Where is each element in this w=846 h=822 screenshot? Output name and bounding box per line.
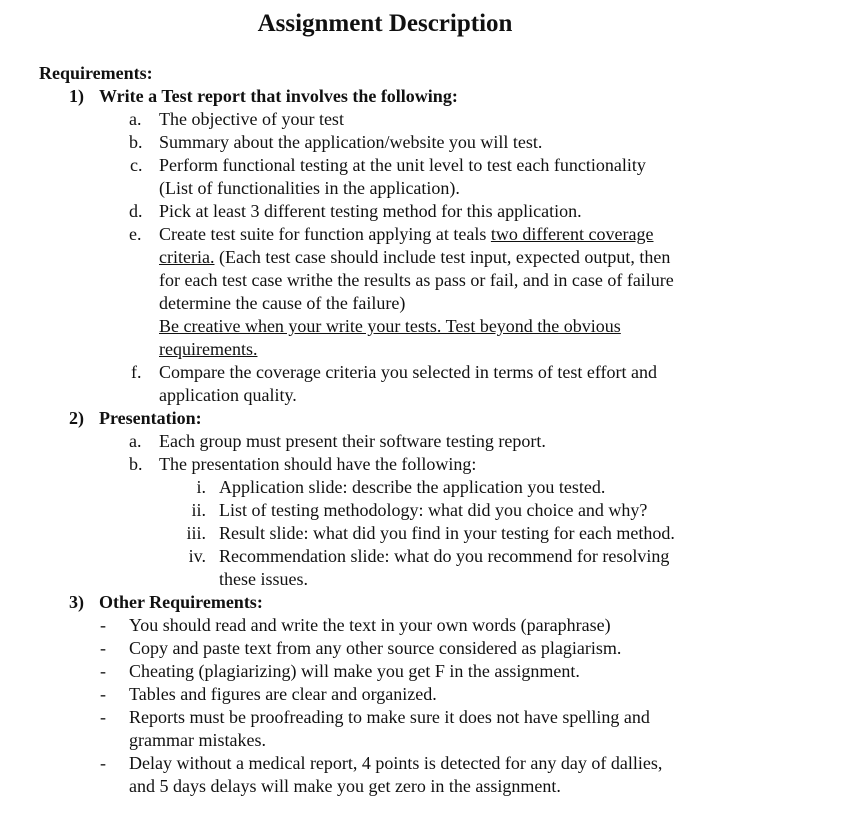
section1-heading: Write a Test report that involves the following: xyxy=(99,86,458,106)
item-1b-text: Summary about the application/website you will test. xyxy=(159,132,543,152)
bullet-text: Copy and paste text from any other source considered as plagiarism. xyxy=(129,638,622,658)
bullet-text: Reports must be proofreading to make sure it does not have spelling and xyxy=(129,707,650,727)
subitem-iii-text: Result slide: what did you find in your testing for each method. xyxy=(219,523,675,543)
item-1e-line5: Be creative when your write your tests. Test beyond the obvious xyxy=(159,316,621,336)
bullet-dash: - xyxy=(100,753,106,773)
item-2b-marker: b. xyxy=(129,454,143,474)
bullet-dash: - xyxy=(100,661,106,681)
subitem-iv-line2: these issues. xyxy=(219,569,308,589)
item-1c-line2: (List of functionalities in the application). xyxy=(159,178,460,198)
item-1f-line2: application quality. xyxy=(159,385,297,405)
item-1f-line1: Compare the coverage criteria you selected in terms of test effort and xyxy=(159,362,657,382)
section3-number: 3) xyxy=(69,592,84,612)
item-1c-marker: c. xyxy=(130,155,143,175)
bullet-dash: - xyxy=(100,615,106,635)
item-1e-line4: determine the cause of the failure) xyxy=(159,293,406,313)
bullet-text: Cheating (plagiarizing) will make you get F in the assignment. xyxy=(129,661,580,681)
item-2b-text: The presentation should have the following: xyxy=(159,454,477,474)
item-1e-line2-underlined: criteria. xyxy=(159,247,215,267)
item-1c-line1: Perform functional testing at the unit level to test each functionality xyxy=(159,155,646,175)
subitem-iv-line1: Recommendation slide: what do you recommend for resolving xyxy=(219,546,670,566)
bullet-text: You should read and write the text in your own words (paraphrase) xyxy=(129,615,611,635)
subitem-iv-marker: iv. xyxy=(188,546,206,566)
subitem-ii-marker: ii. xyxy=(191,500,206,520)
item-1e-line1-underlined: two different coverage xyxy=(490,224,654,244)
item-2a-text: Each group must present their software testing report. xyxy=(159,431,546,451)
subitem-ii-text: List of testing methodology: what did you choice and why? xyxy=(219,500,648,520)
item-1e-line1-plain: Create test suite for function applying at teals xyxy=(159,224,491,244)
item-1b-marker: b. xyxy=(129,132,143,152)
item-1f-marker: f. xyxy=(131,362,142,382)
page-title: Assignment Description xyxy=(257,10,513,37)
subitem-i-text: Application slide: describe the application you tested. xyxy=(219,477,606,497)
bullet-text: Delay without a medical report, 4 points is detected for any day of dallies, xyxy=(129,753,663,773)
bullet-text: Tables and figures are clear and organized. xyxy=(129,684,437,704)
subitem-iii-marker: iii. xyxy=(186,523,206,543)
item-1a-text: The objective of your test xyxy=(159,109,344,129)
bullet-dash: - xyxy=(100,684,106,704)
item-1d-text: Pick at least 3 different testing method for this application. xyxy=(159,201,582,221)
item-1e-marker: e. xyxy=(129,224,142,244)
bullet-dash: - xyxy=(100,707,106,727)
item-1e-line2 xyxy=(159,246,670,269)
item-1e-line1 xyxy=(159,223,654,246)
bullet-text-continued: grammar mistakes. xyxy=(129,730,266,750)
item-1e-line3: for each test case writhe the results as pass or fail, and in case of failure xyxy=(159,270,674,290)
section2-heading: Presentation: xyxy=(99,408,202,428)
section3-heading: Other Requirements: xyxy=(99,592,263,612)
item-1d-marker: d. xyxy=(129,201,143,221)
item-1a-marker: a. xyxy=(129,109,142,129)
bullet-text-continued: and 5 days delays will make you get zero in the assignment. xyxy=(129,776,561,796)
subitem-i-marker: i. xyxy=(196,477,206,497)
item-1e-line2-plain: (Each test case should include test input, expected output, then xyxy=(214,247,671,267)
requirements-heading: Requirements: xyxy=(39,63,153,83)
item-1e-line6: requirements. xyxy=(159,339,258,359)
item-2a-marker: a. xyxy=(129,431,142,451)
section2-number: 2) xyxy=(69,408,84,428)
bullet-dash: - xyxy=(100,638,106,658)
section1-number: 1) xyxy=(69,86,84,106)
